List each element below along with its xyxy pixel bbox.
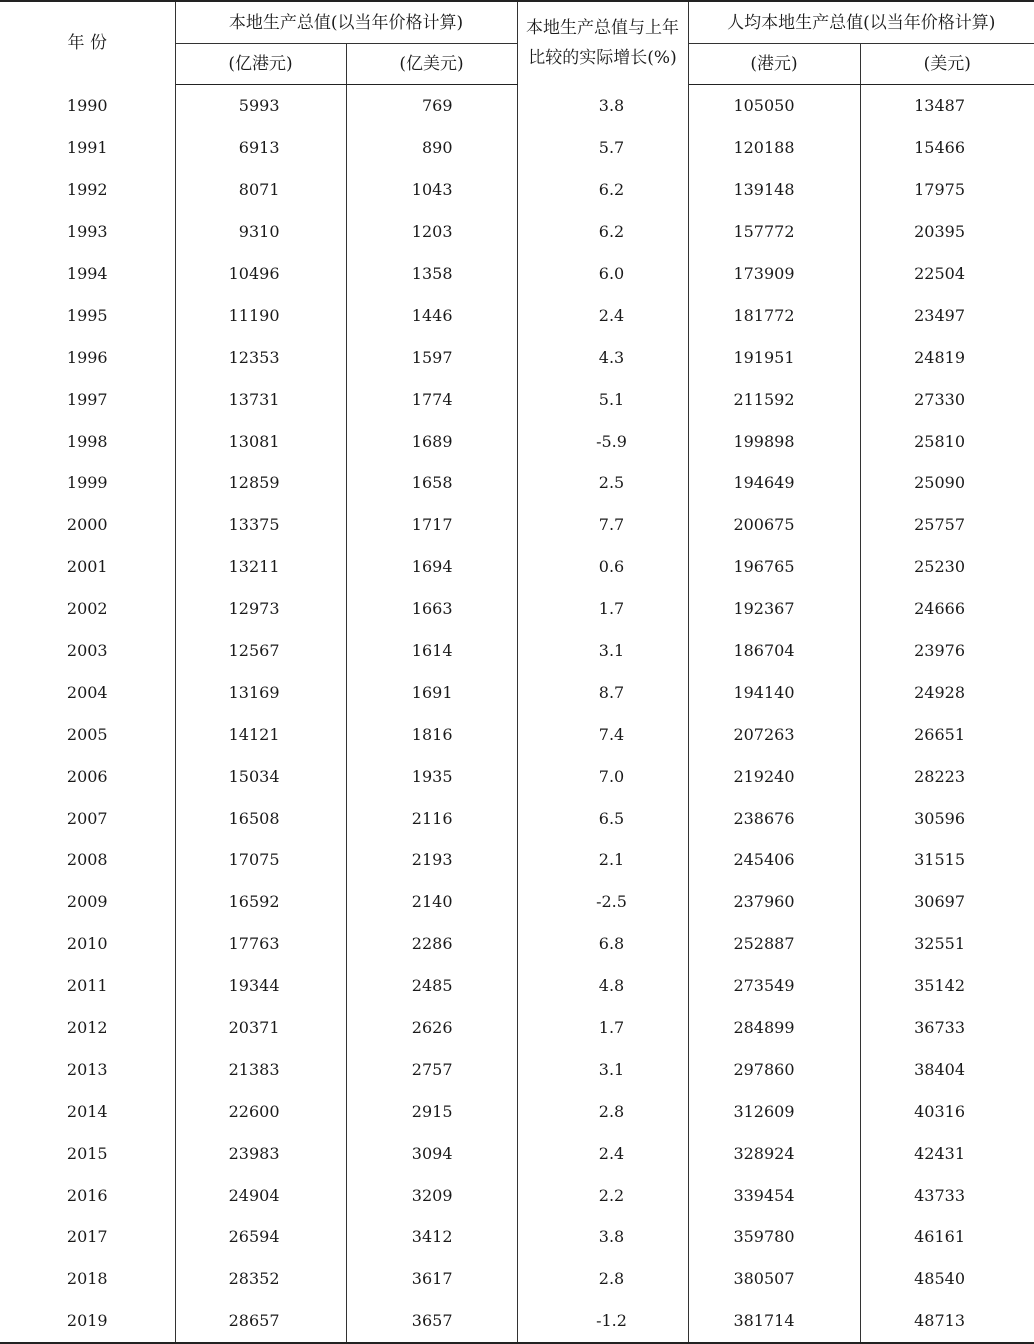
cell-gdp-hkd: 16592	[175, 881, 346, 923]
cell-gdp-hkd: 8071	[175, 169, 346, 211]
cell-gdp-usd: 1043	[346, 169, 517, 211]
table-row	[0, 546, 1034, 588]
cell-gdp-usd: 1816	[346, 713, 517, 755]
cell-growth: 3.1	[517, 1048, 688, 1090]
cell-year: 1999	[0, 462, 175, 504]
cell-gdp-hkd: 15034	[175, 755, 346, 797]
table-row	[0, 1216, 1034, 1258]
cell-year: 2013	[0, 1048, 175, 1090]
cell-gdp-usd: 2140	[346, 881, 517, 923]
cell-per-capita-hkd: 191951	[688, 336, 860, 378]
header-year: 年 份	[0, 1, 175, 85]
cell-gdp-hkd: 10496	[175, 253, 346, 295]
cell-gdp-usd: 1446	[346, 294, 517, 336]
cell-growth: 3.1	[517, 630, 688, 672]
cell-per-capita-usd: 13487	[914, 96, 966, 116]
cell-year: 1992	[0, 169, 175, 211]
cell-gdp-hkd: 22600	[175, 1090, 346, 1132]
cell-year: 2002	[0, 588, 175, 630]
cell-gdp-hkd: 13731	[175, 378, 346, 420]
cell-gdp-hkd: 28657	[175, 1300, 346, 1343]
cell-per-capita-usd: 28223	[914, 766, 966, 786]
cell-per-capita-hkd: 328924	[688, 1132, 860, 1174]
table-row	[0, 1258, 1034, 1300]
header-gdp-usd: (亿美元)	[346, 44, 517, 85]
cell-gdp-usd: 1689	[346, 420, 517, 462]
cell-year: 2003	[0, 630, 175, 672]
cell-year: 1996	[0, 336, 175, 378]
header-gdp-group: 本地生产总值(以当年价格计算)	[175, 1, 517, 44]
cell-per-capita-hkd: 237960	[688, 881, 860, 923]
cell-per-capita-hkd: 381714	[688, 1300, 860, 1343]
table-row	[0, 1174, 1034, 1216]
cell-gdp-hkd: 19344	[175, 965, 346, 1007]
cell-per-capita-hkd: 139148	[688, 169, 860, 211]
cell-gdp-usd: 1597	[346, 336, 517, 378]
table-row	[0, 336, 1034, 378]
cell-year: 2008	[0, 839, 175, 881]
cell-growth: 8.7	[517, 671, 688, 713]
header-growth-line1: 本地生产总值与上年	[526, 18, 680, 39]
cell-gdp-usd: 1663	[346, 588, 517, 630]
header-per-capita-hkd: (港元)	[688, 44, 860, 85]
cell-year: 2014	[0, 1090, 175, 1132]
cell-gdp-hkd: 17075	[175, 839, 346, 881]
cell-gdp-usd: 2193	[346, 839, 517, 881]
cell-per-capita-usd: 24666	[914, 599, 966, 619]
table-row	[0, 881, 1034, 923]
cell-per-capita-usd: 24928	[914, 682, 966, 702]
cell-growth: 2.8	[517, 1258, 688, 1300]
cell-gdp-hkd: 17763	[175, 923, 346, 965]
cell-per-capita-hkd: 157772	[688, 211, 860, 253]
cell-gdp-usd: 3209	[346, 1174, 517, 1216]
cell-per-capita-usd: 36733	[914, 1018, 966, 1038]
cell-per-capita-usd: 42431	[914, 1143, 966, 1163]
cell-per-capita-hkd: 284899	[688, 1007, 860, 1049]
cell-per-capita-hkd: 380507	[688, 1258, 860, 1300]
cell-per-capita-usd: 25230	[914, 557, 966, 577]
table-row	[0, 923, 1034, 965]
cell-per-capita-usd: 32551	[914, 934, 966, 954]
cell-growth: 6.8	[517, 923, 688, 965]
cell-gdp-usd: 890	[346, 127, 517, 169]
cell-per-capita-hkd: 211592	[688, 378, 860, 420]
cell-year: 2006	[0, 755, 175, 797]
cell-growth: 4.3	[517, 336, 688, 378]
cell-growth: 2.1	[517, 839, 688, 881]
cell-growth: -1.2	[517, 1300, 688, 1343]
cell-per-capita-usd: 43733	[914, 1185, 966, 1205]
cell-gdp-hkd: 12353	[175, 336, 346, 378]
cell-year: 2000	[0, 504, 175, 546]
cell-gdp-hkd: 12973	[175, 588, 346, 630]
cell-growth: 5.1	[517, 378, 688, 420]
cell-growth: 2.2	[517, 1174, 688, 1216]
cell-year: 1998	[0, 420, 175, 462]
cell-gdp-usd: 1658	[346, 462, 517, 504]
cell-growth: 5.7	[517, 127, 688, 169]
cell-gdp-usd: 1935	[346, 755, 517, 797]
cell-per-capita-hkd: 245406	[688, 839, 860, 881]
table-row	[0, 211, 1034, 253]
cell-per-capita-usd: 23497	[914, 305, 966, 325]
cell-year: 2001	[0, 546, 175, 588]
table-row	[0, 839, 1034, 881]
cell-year: 2004	[0, 671, 175, 713]
cell-per-capita-hkd: 359780	[688, 1216, 860, 1258]
cell-gdp-usd: 1203	[346, 211, 517, 253]
cell-per-capita-usd: 48713	[860, 1300, 1034, 1343]
table-row	[0, 504, 1034, 546]
cell-growth: 6.2	[517, 169, 688, 211]
cell-per-capita-hkd: 252887	[688, 923, 860, 965]
cell-per-capita-usd: 22504	[914, 264, 966, 283]
cell-gdp-usd: 1614	[346, 630, 517, 672]
cell-growth: 3.8	[517, 85, 688, 127]
cell-per-capita-usd: 23976	[914, 641, 966, 661]
cell-year: 2010	[0, 923, 175, 965]
cell-year: 2017	[0, 1216, 175, 1258]
cell-gdp-hkd: 20371	[175, 1007, 346, 1049]
cell-growth: 0.6	[517, 546, 688, 588]
cell-gdp-usd: 2626	[346, 1007, 517, 1049]
cell-gdp-hkd: 21383	[175, 1048, 346, 1090]
header-gdp-hkd: (亿港元)	[175, 44, 346, 85]
cell-gdp-hkd: 13375	[175, 504, 346, 546]
cell-per-capita-usd: 26651	[914, 724, 966, 744]
cell-per-capita-hkd: 219240	[688, 755, 860, 797]
cell-gdp-hkd: 12859	[175, 462, 346, 504]
table-header	[0, 1, 1034, 85]
cell-growth: 4.8	[517, 965, 688, 1007]
table-row	[0, 630, 1034, 672]
cell-per-capita-usd: 25757	[914, 515, 966, 535]
cell-gdp-hkd: 24904	[175, 1174, 346, 1216]
cell-growth: -5.9	[517, 420, 688, 462]
table-row	[0, 127, 1034, 169]
cell-year: 2019	[0, 1300, 175, 1343]
cell-per-capita-usd: 38404	[914, 1059, 966, 1079]
cell-growth: 1.7	[517, 1007, 688, 1049]
header-per-capita-usd: (美元)	[860, 44, 1034, 85]
cell-growth: 3.8	[517, 1216, 688, 1258]
cell-gdp-hkd: 11190	[175, 294, 346, 336]
cell-gdp-usd: 2757	[346, 1048, 517, 1090]
cell-gdp-usd: 3094	[346, 1132, 517, 1174]
table-row	[0, 1300, 1034, 1343]
cell-year: 2015	[0, 1132, 175, 1174]
cell-per-capita-hkd: 173909	[688, 253, 860, 295]
cell-year: 1993	[0, 211, 175, 253]
table-row	[0, 671, 1034, 713]
cell-gdp-usd: 769	[346, 85, 517, 127]
table-row	[0, 85, 1034, 127]
table-row	[0, 378, 1034, 420]
cell-growth: 6.2	[517, 211, 688, 253]
cell-per-capita-usd: 40316	[914, 1101, 966, 1121]
cell-per-capita-hkd: 120188	[688, 127, 860, 169]
cell-per-capita-usd: 20395	[914, 222, 966, 242]
cell-gdp-usd: 1774	[346, 378, 517, 420]
cell-year: 2012	[0, 1007, 175, 1049]
cell-gdp-hkd: 14121	[175, 713, 346, 755]
cell-per-capita-hkd: 105050	[688, 85, 860, 127]
cell-gdp-hkd: 5993	[175, 85, 346, 127]
cell-gdp-hkd: 6913	[175, 127, 346, 169]
cell-growth: 6.5	[517, 797, 688, 839]
cell-per-capita-hkd: 200675	[688, 504, 860, 546]
cell-year: 2007	[0, 797, 175, 839]
cell-growth: 6.0	[517, 253, 688, 295]
header-growth-line2: 比较的实际增长(%)	[528, 48, 677, 69]
cell-per-capita-hkd: 238676	[688, 797, 860, 839]
cell-gdp-hkd: 28352	[175, 1258, 346, 1300]
cell-per-capita-usd: 46161	[914, 1227, 966, 1247]
cell-growth: 2.4	[517, 294, 688, 336]
cell-year: 1990	[0, 85, 175, 127]
cell-gdp-hkd: 9310	[175, 211, 346, 253]
cell-per-capita-usd: 48540	[914, 1269, 966, 1289]
cell-growth: 7.0	[517, 755, 688, 797]
cell-per-capita-usd: 15466	[914, 138, 966, 158]
cell-growth: 2.4	[517, 1132, 688, 1174]
cell-growth: 1.7	[517, 588, 688, 630]
cell-growth: 7.7	[517, 504, 688, 546]
table-row	[0, 169, 1034, 211]
cell-year: 1994	[0, 253, 175, 295]
cell-growth: 2.8	[517, 1090, 688, 1132]
cell-per-capita-hkd: 199898	[688, 420, 860, 462]
cell-year: 1997	[0, 378, 175, 420]
cell-year: 2009	[0, 881, 175, 923]
header-per-capita-group: 人均本地生产总值(以当年价格计算)	[688, 1, 1034, 44]
cell-per-capita-usd: 25090	[914, 473, 966, 493]
table-row	[0, 420, 1034, 462]
cell-year: 1991	[0, 127, 175, 169]
cell-per-capita-hkd: 181772	[688, 294, 860, 336]
cell-gdp-usd: 2485	[346, 965, 517, 1007]
table-row	[0, 1132, 1034, 1174]
table-row	[0, 588, 1034, 630]
cell-per-capita-usd: 31515	[914, 850, 966, 870]
cell-per-capita-usd: 27330	[914, 389, 966, 409]
table-row	[0, 253, 1034, 295]
table-row	[0, 965, 1034, 1007]
cell-growth: 7.4	[517, 713, 688, 755]
table-row	[0, 755, 1034, 797]
cell-gdp-usd: 1691	[346, 671, 517, 713]
header-growth	[517, 1, 688, 85]
cell-per-capita-hkd: 339454	[688, 1174, 860, 1216]
cell-year: 2011	[0, 965, 175, 1007]
cell-year: 2018	[0, 1258, 175, 1300]
cell-gdp-usd: 2286	[346, 923, 517, 965]
table-row	[0, 1007, 1034, 1049]
cell-per-capita-usd: 30697	[914, 892, 966, 912]
cell-per-capita-hkd: 312609	[688, 1090, 860, 1132]
cell-per-capita-usd: 17975	[914, 180, 966, 200]
cell-gdp-usd: 3412	[346, 1216, 517, 1258]
table-row	[0, 797, 1034, 839]
cell-gdp-usd: 2116	[346, 797, 517, 839]
table-row	[0, 294, 1034, 336]
cell-gdp-usd: 2915	[346, 1090, 517, 1132]
cell-gdp-hkd: 16508	[175, 797, 346, 839]
cell-per-capita-usd: 35142	[914, 976, 966, 996]
table-body	[0, 85, 1034, 1343]
cell-gdp-usd: 1358	[346, 253, 517, 295]
cell-per-capita-hkd: 194140	[688, 671, 860, 713]
cell-gdp-usd: 1717	[346, 504, 517, 546]
cell-gdp-usd: 3657	[346, 1300, 517, 1343]
cell-gdp-hkd: 13081	[175, 420, 346, 462]
table-row	[0, 713, 1034, 755]
cell-gdp-usd: 1694	[346, 546, 517, 588]
cell-gdp-hkd: 23983	[175, 1132, 346, 1174]
cell-per-capita-hkd: 273549	[688, 965, 860, 1007]
cell-per-capita-hkd: 196765	[688, 546, 860, 588]
cell-growth: -2.5	[517, 881, 688, 923]
cell-per-capita-usd: 25810	[914, 431, 966, 451]
cell-gdp-hkd: 13169	[175, 671, 346, 713]
table-row	[0, 462, 1034, 504]
cell-per-capita-usd: 30596	[914, 808, 966, 828]
cell-year: 2005	[0, 713, 175, 755]
cell-year: 1995	[0, 294, 175, 336]
cell-gdp-hkd: 12567	[175, 630, 346, 672]
cell-gdp-hkd: 13211	[175, 546, 346, 588]
cell-gdp-hkd: 26594	[175, 1216, 346, 1258]
cell-gdp-usd: 3617	[346, 1258, 517, 1300]
table-row	[0, 1048, 1034, 1090]
cell-per-capita-hkd: 207263	[688, 713, 860, 755]
cell-growth: 2.5	[517, 462, 688, 504]
cell-per-capita-usd: 24819	[914, 347, 966, 367]
cell-per-capita-hkd: 192367	[688, 588, 860, 630]
cell-per-capita-hkd: 194649	[688, 462, 860, 504]
cell-year: 2016	[0, 1174, 175, 1216]
cell-per-capita-hkd: 186704	[688, 630, 860, 672]
cell-per-capita-hkd: 297860	[688, 1048, 860, 1090]
table-row	[0, 1090, 1034, 1132]
